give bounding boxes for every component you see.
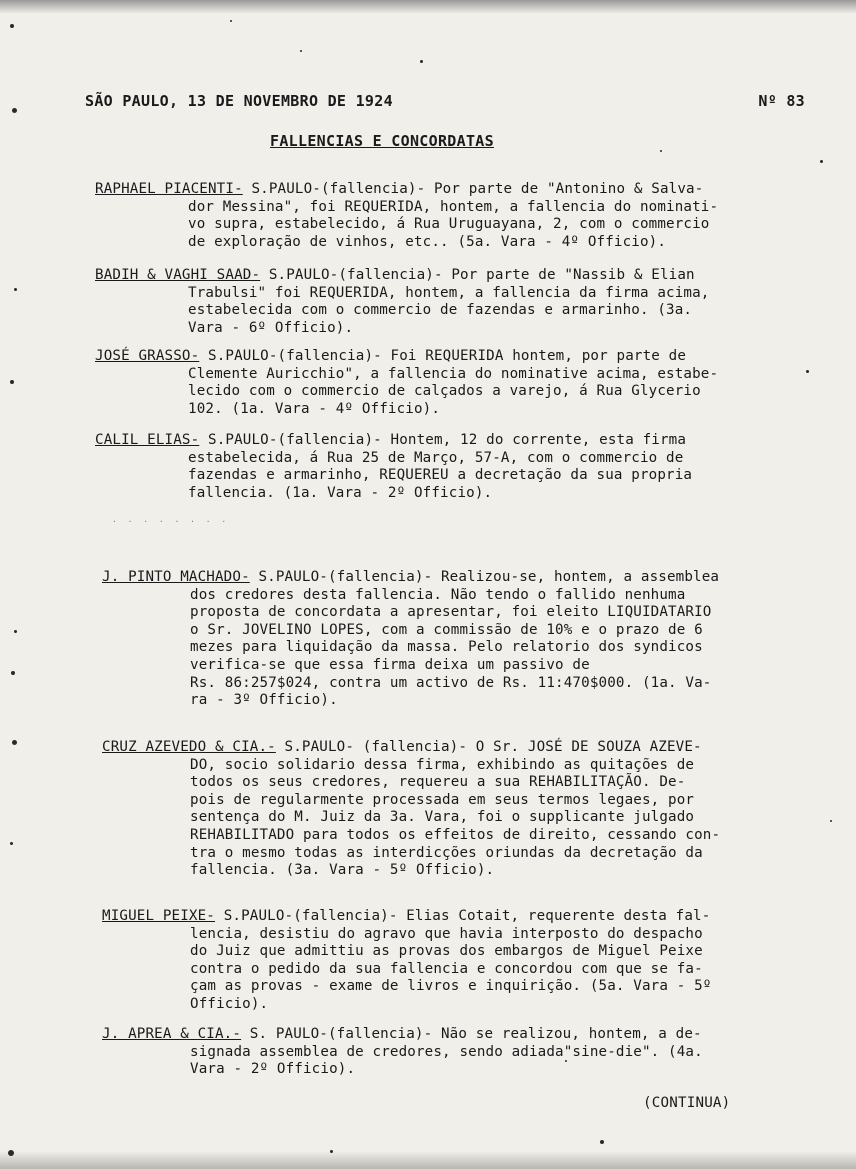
entry-line: 102. (1a. Vara - 4º Officio). xyxy=(188,400,441,417)
scan-speck xyxy=(806,370,809,373)
entry-name: CALIL ELIAS- xyxy=(95,432,200,448)
continuation-note: (CONTINUA) xyxy=(643,1095,731,1111)
entry-line: fallencia. (3a. Vara - 5º Officio). xyxy=(190,862,495,879)
entry-line: Vara - 2º Officio). xyxy=(190,1061,356,1078)
entry-first-line xyxy=(102,569,719,587)
entry-line: proposta de concordata a apresentar, foi eleito LIQUIDATARIO xyxy=(190,604,712,621)
entry-line: REHABILITADO para todos os effeitos de direito, cessando con- xyxy=(190,826,721,843)
entry-name: J. APREA & CIA.- xyxy=(102,1026,242,1042)
entry-first-line xyxy=(102,908,712,926)
news-entry xyxy=(102,1026,703,1079)
entry-line: mezes para liquidação da massa. Pelo relatorio dos syndicos xyxy=(190,639,703,656)
entry-name: MIGUEL PEIXE- xyxy=(102,908,215,924)
entry-text: S.PAULO-(fallencia)- Foi REQUERIDA hontem, por parte de xyxy=(199,348,687,364)
entry-name: RAPHAEL PIACENTI- xyxy=(95,181,243,197)
news-entry xyxy=(95,181,718,251)
entry-line: tra o mesmo todas as interdicções oriundas da decretação da xyxy=(190,844,703,861)
scan-bottom-edge xyxy=(0,1151,856,1169)
scan-speck xyxy=(420,60,423,63)
entry-first-line xyxy=(95,432,692,450)
header-date: SÃO PAULO, 13 DE NOVEMBRO DE 1924 xyxy=(85,92,393,110)
entry-line: signada assemblea de credores, sendo adiada"sine-die". (4a. xyxy=(190,1043,703,1060)
separator-dots: · · · · · · · · xyxy=(112,517,230,526)
entry-line: do Juiz que admittiu as provas dos embargos de Miguel Peixe xyxy=(190,943,703,960)
entry-line: estabelecida com o commercio de fazendas e armarinho. (3a. xyxy=(188,302,693,319)
entry-first-line xyxy=(102,1026,703,1044)
entry-line: lecido com o commercio de calçados a varejo, á Rua Glycerio xyxy=(188,383,701,400)
entry-first-line xyxy=(95,181,718,199)
scan-speck xyxy=(230,20,232,22)
entry-text: S.PAULO-(fallencia)- Por parte de "Nassib & Elian xyxy=(260,267,695,283)
scan-speck xyxy=(300,50,302,52)
news-entry xyxy=(102,739,720,880)
news-entry xyxy=(95,432,692,502)
entry-line: pois de regularmente processada em seus termos legaes, por xyxy=(190,791,695,808)
entry-first-line xyxy=(95,348,718,366)
scan-speck xyxy=(330,1150,333,1153)
entry-line: vo supra, estabelecido, á Rua Uruguayana, 2, com o commercio xyxy=(188,216,710,233)
entry-text: S.PAULO-(fallencia)- Hontem, 12 do corrente, esta firma xyxy=(199,432,687,448)
entry-text: S. PAULO-(fallencia)- Não se realizou, hontem, a de- xyxy=(241,1026,702,1042)
news-entry xyxy=(102,569,719,710)
scan-top-edge xyxy=(0,0,856,14)
entry-line: Officio). xyxy=(190,995,269,1012)
scan-speck xyxy=(14,630,17,633)
scan-speck xyxy=(660,150,662,152)
entry-text: S.PAULO-(fallencia)- Realizou-se, hontem, a assemblea xyxy=(249,569,720,585)
entry-line: verifica-se que essa firma deixa um passivo de xyxy=(190,656,590,673)
entry-first-line xyxy=(102,739,720,757)
entry-line: dos credores desta fallencia. Não tendo o fallido nenhuma xyxy=(190,586,686,603)
entry-line: Trabulsi" foi REQUERIDA, hontem, a fallencia da firma acima, xyxy=(188,284,710,301)
entry-line: Rs. 86:257$024, contra um activo de Rs. 11:470$000. (1a. Va- xyxy=(190,674,712,691)
entry-line: fallencia. (1a. Vara - 2º Officio). xyxy=(188,484,493,501)
entry-name: JOSÉ GRASSO- xyxy=(95,348,200,364)
entry-name: BADIH & VAGHI SAAD- xyxy=(95,267,261,283)
entry-first-line xyxy=(95,267,710,285)
scan-speck xyxy=(10,380,14,384)
entry-line: lencia, desistiu do agravo que havia interposto do despacho xyxy=(190,925,703,942)
entry-line: Clemente Auricchio", a fallencia do nominative acima, estabe- xyxy=(188,365,719,382)
scan-speck xyxy=(565,1060,567,1062)
entry-name: CRUZ AZEVEDO & CIA.- xyxy=(102,739,276,755)
section-title: FALLENCIAS E CONCORDATAS xyxy=(270,132,494,150)
entry-line: fazendas e armarinho, REQUEREU a decretação da sua propria xyxy=(188,467,693,484)
entry-line: o Sr. JOVELINO LOPES, com a commissão de 10% e o prazo de 6 xyxy=(190,621,703,638)
entry-line: estabelecida, á Rua 25 de Março, 57-A, com o commercio de xyxy=(188,449,684,466)
scan-speck xyxy=(12,108,17,113)
entry-line: sentença do M. Juiz da 3a. Vara, foi o supplicante julgado xyxy=(190,809,695,826)
scan-speck xyxy=(14,288,17,291)
entry-text: S.PAULO-(fallencia)- Por parte de "Antonino & Salva- xyxy=(242,181,704,197)
scan-speck xyxy=(11,671,15,675)
scan-speck xyxy=(600,1140,604,1144)
entry-line: contra o pedido da sua fallencia e concordou com que se fa- xyxy=(190,960,703,977)
entry-line: DO, socio solidario dessa firma, exhibindo as quitações de xyxy=(190,756,695,773)
entry-line: dor Messina", foi REQUERIDA, hontem, a fallencia do nominati- xyxy=(188,198,719,215)
news-entry xyxy=(95,348,718,418)
entry-line: de exploração de vinhos, etc.. (5a. Vara - 4º Officio). xyxy=(188,233,667,250)
scan-speck xyxy=(12,740,17,745)
scan-speck xyxy=(10,842,13,845)
bulletin-number: Nº 83 xyxy=(758,92,805,110)
scan-speck xyxy=(8,1150,14,1156)
entry-line: todos os seus credores, requereu a sua REHABILITAÇÃO. De- xyxy=(190,774,686,791)
entry-line: çam as provas - exame de livros e inquirição. (5a. Vara - 5º xyxy=(190,978,712,995)
news-entry xyxy=(95,267,710,337)
scan-speck xyxy=(820,160,823,163)
entry-line: ra - 3º Officio). xyxy=(190,692,338,709)
entry-text: S.PAULO-(fallencia)- Elias Cotait, requerente desta fal- xyxy=(215,908,711,924)
entry-text: S.PAULO- (fallencia)- O Sr. JOSÉ DE SOUZA AZEVE- xyxy=(275,739,702,755)
scan-speck xyxy=(830,820,832,822)
entry-line: Vara - 6º Officio). xyxy=(188,319,354,336)
news-entry xyxy=(102,908,712,1014)
scan-speck xyxy=(10,24,14,28)
entry-name: J. PINTO MACHADO- xyxy=(102,569,250,585)
